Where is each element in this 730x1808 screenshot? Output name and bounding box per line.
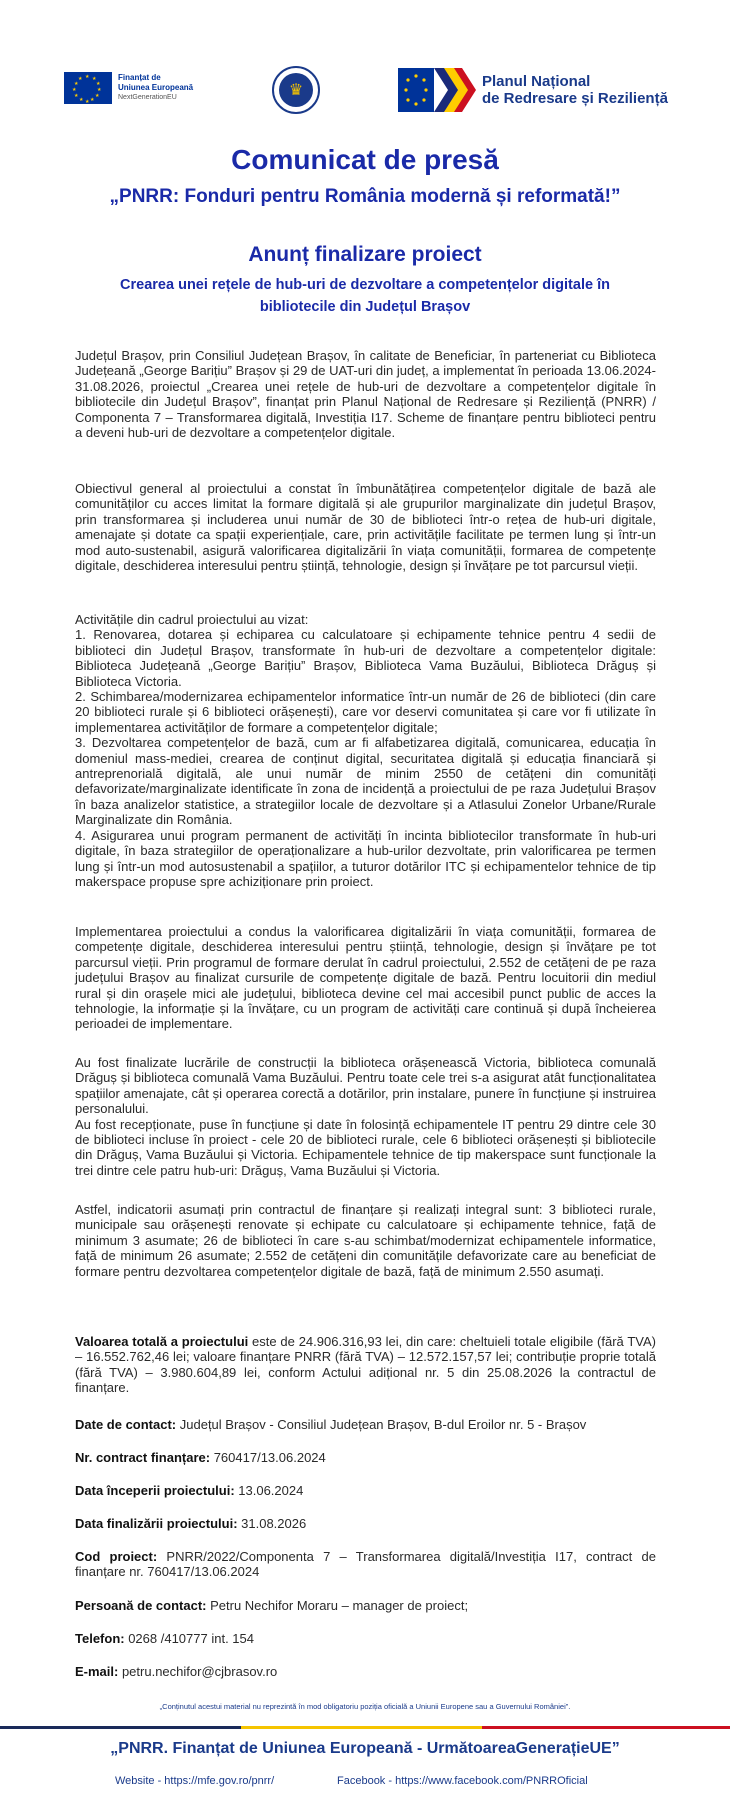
tricolor-divider (0, 1726, 730, 1729)
project-title-line2: bibliotecile din Județul Brașov (259, 299, 471, 315)
eagle-icon: ♛ (279, 73, 313, 107)
detail-label: Data începerii proiectului: (75, 1483, 235, 1498)
eu-funding-logo (64, 72, 193, 104)
detail-label: Persoană de contact: (75, 1598, 207, 1613)
detail-value: 31.08.2026 (237, 1516, 307, 1531)
intro-paragraph (75, 348, 656, 440)
activity-item-3: 3. Dezvoltarea competențelor de bază, cum ar fi alfabetizarea digitală, comunicarea, educația în domeniul mass-mediei, crearea de conținut digital, securitatea digitală și educația financiară și antreprenorială digitală, ale unui număr de minim 2550 de cetățeni din comunități defavorizate/marginalizate identificate în zona de incidență a proiectului de pe raza Județului Brașov în baza analizelor statistice, a strategiilor locale de dezvoltare și a Atlasului Zonelor Urbane/Rurale Marginalizate din România. (75, 735, 656, 828)
detail-value: PNRR/2022/Componenta 7 – Transformarea digitală/Investiția I17, contract de finanțare nr. 760417/13.06.2024 (75, 1549, 656, 1580)
eu-logo-line1: Finanțat de (118, 73, 161, 82)
email-row (75, 1664, 656, 1679)
activity-item-4: 4. Asigurarea unui program permanent de activități în incinta bibliotecilor transformate în hub-uri digitale, în baza strategiilor de operaționalizare a hub-urilor dezvoltate, prin valorificarea pe termen lung și într-un mod autosustenabil a spațiilor, a tuturor dotărilor ITC și echipamentelor tehnice de tip makerspace propuse spre achiziționare prin proiect. (75, 827, 656, 889)
website-link[interactable]: Website - https://mfe.gov.ro/pnrr/ (115, 1775, 275, 1787)
facebook-link[interactable]: Facebook - https://www.facebook.com/PNRROficial (337, 1775, 588, 1787)
activities-intro: Activitățile din cadrul proiectului au vizat: (75, 612, 309, 627)
eu-logo-text (118, 73, 193, 103)
detail-value: Județul Brașov - Consiliul Județean Brașov, B-dul Eroilor nr. 5 - Brașov (176, 1417, 587, 1432)
eu-logo-line2: Uniunea Europeană (118, 83, 194, 92)
pnrr-logo-line1: Planul Național (482, 73, 591, 90)
project-value-label: Valoarea totală a proiectului (75, 1334, 249, 1349)
objective-paragraph (75, 481, 656, 573)
detail-value: 0268 /410777 int. 154 (124, 1631, 254, 1646)
project-value-paragraph (75, 1334, 656, 1396)
equipment-text: Au fost recepționate, puse în funcțiune și date în folosință echipamentele IT pentru 29 dintre cele 30 de biblioteci incluse în proiect - cele 20 de biblioteci rurale, cele 6 biblioteci orășenești și bibliotecile din Drăguș, Vama Buzăului și Victoria. Echipamentele tehnice de tip makerspace sunt funcționale la trei dintre cele patru hub-uri: Drăguș, Vama Buzăului și Victoria. (75, 1116, 656, 1178)
project-value-text (75, 1334, 656, 1396)
header-logos (0, 60, 730, 120)
activity-item-1: 1. Renovarea, dotarea și echiparea cu calculatoare și echipamente tehnice pentru 4 sedii de biblioteci din Județul Brașov, transformate în hub-uri de dezvoltare a competențelor digitale: Biblioteca Județeană „George Barițiu” Brașov, Biblioteca Vama Buzăului, Biblioteca Drăguș și Biblioteca Victoria. (75, 627, 656, 689)
eu-flag-icon: ★ ★ ★ ★ ★ ★ ★ ★ ★ ★ ★ ★ (64, 72, 112, 104)
pnrr-logo (398, 68, 668, 112)
project-title (100, 274, 630, 318)
detail-value: Petru Nechifor Moraru – manager de proiect; (206, 1598, 469, 1613)
detail-label: Cod proiect: (75, 1549, 158, 1564)
romanian-coat-of-arms-icon (272, 66, 320, 114)
press-release-subtitle: „PNRR: Fonduri pentru România modernă și reformată!” (109, 186, 621, 207)
end-date-row (75, 1516, 656, 1531)
press-release-title: Comunicat de presă (231, 144, 499, 175)
pnrr-logo-line2: de Redresare și Reziliență (482, 90, 668, 107)
eu-logo-line3: NextGenerationEU (118, 94, 177, 101)
indicators-text: Astfel, indicatorii asumați prin contractul de finanțare și realizați integral sunt: 3 biblioteci rurale, municipale sau orășenești renovate și echipate cu calculatoare și echipamente tehnice, față de minimum 3 asumate; 26 de biblioteci în care s-au schimbat/modernizat echipamentele informatice, față de minimum 26 asumate; 2.552 de cetățeni din comunitățile defavorizate care au beneficiat de formare pentru dezvoltarea competențelor digitale de bază, față de minimum 2.550 asumați. (75, 1202, 656, 1279)
contract-number-row (75, 1450, 656, 1465)
intro-text: Județul Brașov, prin Consiliul Județean Brașov, în calitate de Beneficiar, în parteneriat cu Biblioteca Județeană „George Barițiu” Brașov și 29 de UAT-uri din județ, a implementat în perioada 13.06.2024-31.08.2026, proiectul „Crearea unei rețele de hub-uri de dezvoltare a competențelor digitale în bibliotecile din Județul Brașov”, finanțat prin Planul Național de Redresare și Reziliență (PNRR) / Componenta 7 – Transformarea digitală, Investiția I17. Scheme de finanțare pentru biblioteci pentru a deveni hub-uri de dezvoltare a competențelor digitale. (75, 348, 656, 441)
contact-person-row (75, 1598, 656, 1613)
detail-value: 13.06.2024 (234, 1483, 304, 1498)
detail-label: Data finalizării proiectului: (75, 1516, 238, 1531)
activities-section (75, 612, 656, 889)
project-title-line1: Crearea unei rețele de hub-uri de dezvoltare a competențelor digitale în (120, 277, 610, 293)
start-date-row (75, 1483, 656, 1498)
phone-row (75, 1631, 656, 1646)
implementation-text: Implementarea proiectului a condus la valorificarea digitalizării în viața comunității, formarea de competențe digitale, deschiderea interesului pentru știință, tehnologie, design și învățare pe tot parcursul vieții. Prin programul de formare derulat în cadrul proiectului, 2.552 de cetățeni de pe raza județului Brașov au finalizat cursurile de competențe digitale de bază. Pentru locuitorii din mediul rural și din orașele mici ale județului, biblioteca devine cel mai accesibil punct public de acces la tehnologie, la informație și la învățare, cu un program de activități care continuă și după încheierea perioadei de implementare. (75, 924, 656, 1032)
detail-label: Nr. contract finanțare: (75, 1450, 211, 1465)
email-value: petru.nechifor@cjbrasov.ro (118, 1664, 278, 1679)
implementation-paragraph (75, 924, 656, 1032)
detail-label: E-mail: (75, 1664, 119, 1679)
activity-item-2: 2. Schimbarea/modernizarea echipamentelor informatice într-un număr de 26 de biblioteci (din care 20 biblioteci rurale și 6 biblioteci orășenești), care vor deservi comunitatea și care vor fi utilizate în implementarea activităților de formare a competențelor digitale; (75, 689, 656, 735)
project-value-details: este de 24.906.316,93 lei, din care: cheltuieli totale eligibile (fără TVA) – 16.552.762,46 lei; valoare finanțare PNRR (fără TVA) – 12.572.157,57 lei; contribuție proprie totală (fără TVA) – 3.980.604,89 lei, conform Actului adițional nr. 5 din 25.08.2026 la contractul de finanțare. (75, 1334, 657, 1396)
footer-slogan: „PNRR. Finanțat de Uniunea Europeană - UrmătoareaGenerațieUE” (110, 1740, 620, 1757)
contact-details-row (75, 1417, 656, 1432)
works-section (75, 1055, 656, 1178)
detail-value: 760417/13.06.2024 (210, 1450, 326, 1465)
disclaimer-text: „Conținutul acestui material nu reprezintă în mod obligatoriu poziția oficială a Uniunii Europene sau a Guvernului României”. (159, 1702, 571, 1711)
pnrr-flag-arrow-icon (398, 68, 476, 112)
detail-label: Date de contact: (75, 1417, 177, 1432)
detail-label: Telefon: (75, 1631, 125, 1646)
objective-text: Obiectivul general al proiectului a constat în îmbunătățirea competențelor digitale de bază ale comunităților cu acces limitat la formare digitală și ale grupurilor marginalizate din județul Brașov, prin transformarea și includerea unui număr de 30 de biblioteci într-o rețea de hub-uri digitale, amenajate și dotate ca spații experiențiale, care, prin activitățile facilitate pe termen lung și într-un mod auto-sustenabil, asigură valorificarea digitalizării în viața comunității, formarea de competențe digitale, deschiderea interesului pentru știință, tehnologie, design și învățare pe tot parcursul vieții. (75, 481, 656, 574)
pnrr-logo-text (482, 73, 668, 107)
indicators-paragraph (75, 1202, 656, 1279)
project-code-row (75, 1549, 656, 1580)
works-text: Au fost finalizate lucrările de construcții la biblioteca orășenească Victoria, biblioteca comunală Drăguș și biblioteca comunală Vama Buzăului. Pentru toate cele trei s-a asigurat atât funcționalitatea spațiilor amenajate, cât și operarea corectă a dotărilor, prin instalare, punere în funcțiune și instruirea personalului. (75, 1055, 656, 1117)
announcement-title: Anunț finalizare proiect (248, 243, 482, 266)
